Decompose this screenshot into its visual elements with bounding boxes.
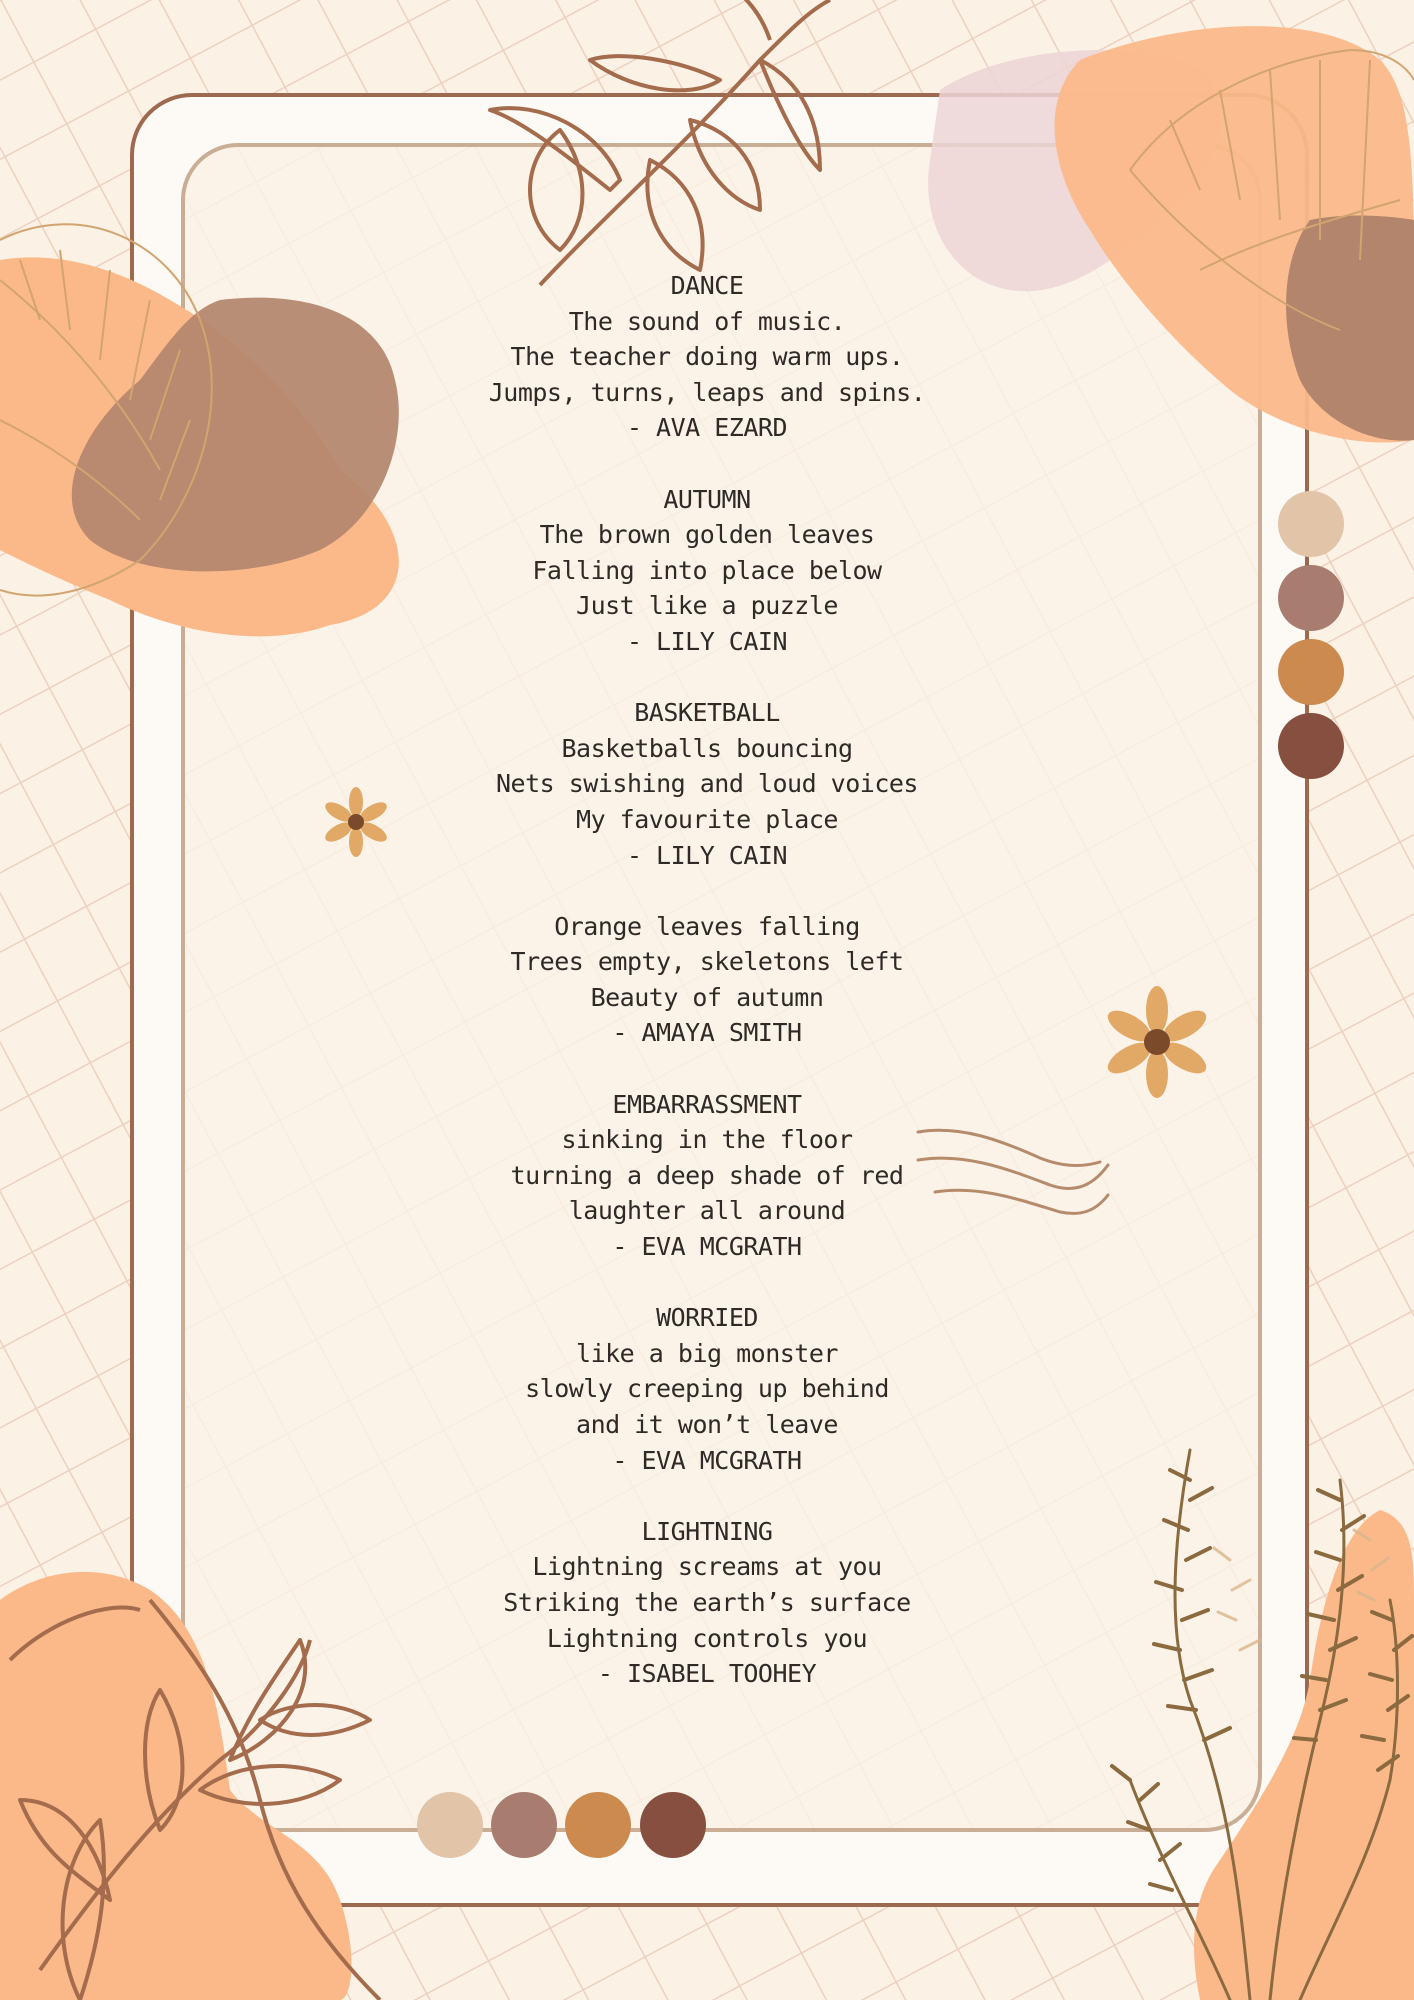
poem-block — [300, 909, 1114, 1051]
poem-title: AUTUMN — [663, 484, 751, 514]
poem-line: The sound of music. — [568, 306, 846, 336]
poem-block — [300, 268, 1114, 446]
poem-block — [300, 1514, 1114, 1692]
poem-author: - LILY CAIN — [626, 840, 788, 870]
swatch-orange-bottom — [565, 1792, 631, 1858]
poem-line: Lightning screams at you — [532, 1552, 882, 1582]
poem-title: EMBARRASSMENT — [612, 1089, 802, 1119]
poem-line: Falling into place below — [532, 555, 882, 585]
poem-line: Nets swishing and loud voices — [496, 769, 918, 799]
swatch-mauve-right — [1278, 565, 1344, 631]
poem-line: Basketballs bouncing — [561, 733, 853, 763]
poem-author: - AVA EZARD — [626, 413, 788, 443]
swatch-orange-right — [1278, 639, 1344, 705]
poem-author: - EVA MCGRATH — [612, 1232, 802, 1262]
poem-line: and it won’t leave — [576, 1410, 838, 1439]
poem-line: Orange leaves falling — [554, 911, 860, 941]
poem-collection — [300, 268, 1114, 1727]
poem-line: The teacher doing warm ups. — [510, 342, 904, 372]
poem-line: Beauty of autumn — [590, 982, 824, 1012]
poem-author: - AMAYA SMITH — [612, 1018, 802, 1048]
poem-line: turning a deep shade of red — [510, 1160, 904, 1190]
poem-line: laughter all around — [568, 1196, 846, 1226]
poem-line: Striking the earth’s surface — [503, 1587, 911, 1617]
poem-block — [300, 695, 1114, 873]
swatch-light-bottom — [417, 1792, 483, 1858]
swatch-light-right — [1278, 491, 1344, 557]
poem-line: Lightning controls you — [546, 1623, 868, 1653]
swatch-brown-right — [1278, 713, 1344, 779]
poem-block — [300, 1087, 1114, 1265]
swatch-mauve-bottom — [491, 1792, 557, 1858]
poem-line: slowly creeping up behind — [525, 1374, 889, 1404]
poem-author: - ISABEL TOOHEY — [597, 1659, 817, 1689]
poem-line: like a big monster — [576, 1338, 838, 1368]
swatch-brown-bottom — [640, 1792, 706, 1858]
poem-line: Trees empty, skeletons left — [510, 947, 904, 977]
poem-line: Just like a puzzle — [576, 591, 838, 621]
poem-title: DANCE — [670, 271, 744, 300]
poem-title: WORRIED — [656, 1303, 758, 1333]
poem-line: The brown golden leaves — [539, 520, 875, 550]
poem-line: sinking in the floor — [561, 1125, 853, 1155]
poem-line: My favourite place — [576, 804, 838, 834]
poem-block — [300, 482, 1114, 660]
poem-line: Jumps, turns, leaps and spins. — [488, 377, 926, 407]
poem-author: - LILY CAIN — [626, 626, 788, 656]
poem-block — [300, 1300, 1114, 1478]
poem-author: - EVA MCGRATH — [612, 1445, 802, 1475]
poem-title: BASKETBALL — [634, 698, 780, 728]
poem-title: LIGHTNING — [641, 1516, 773, 1546]
